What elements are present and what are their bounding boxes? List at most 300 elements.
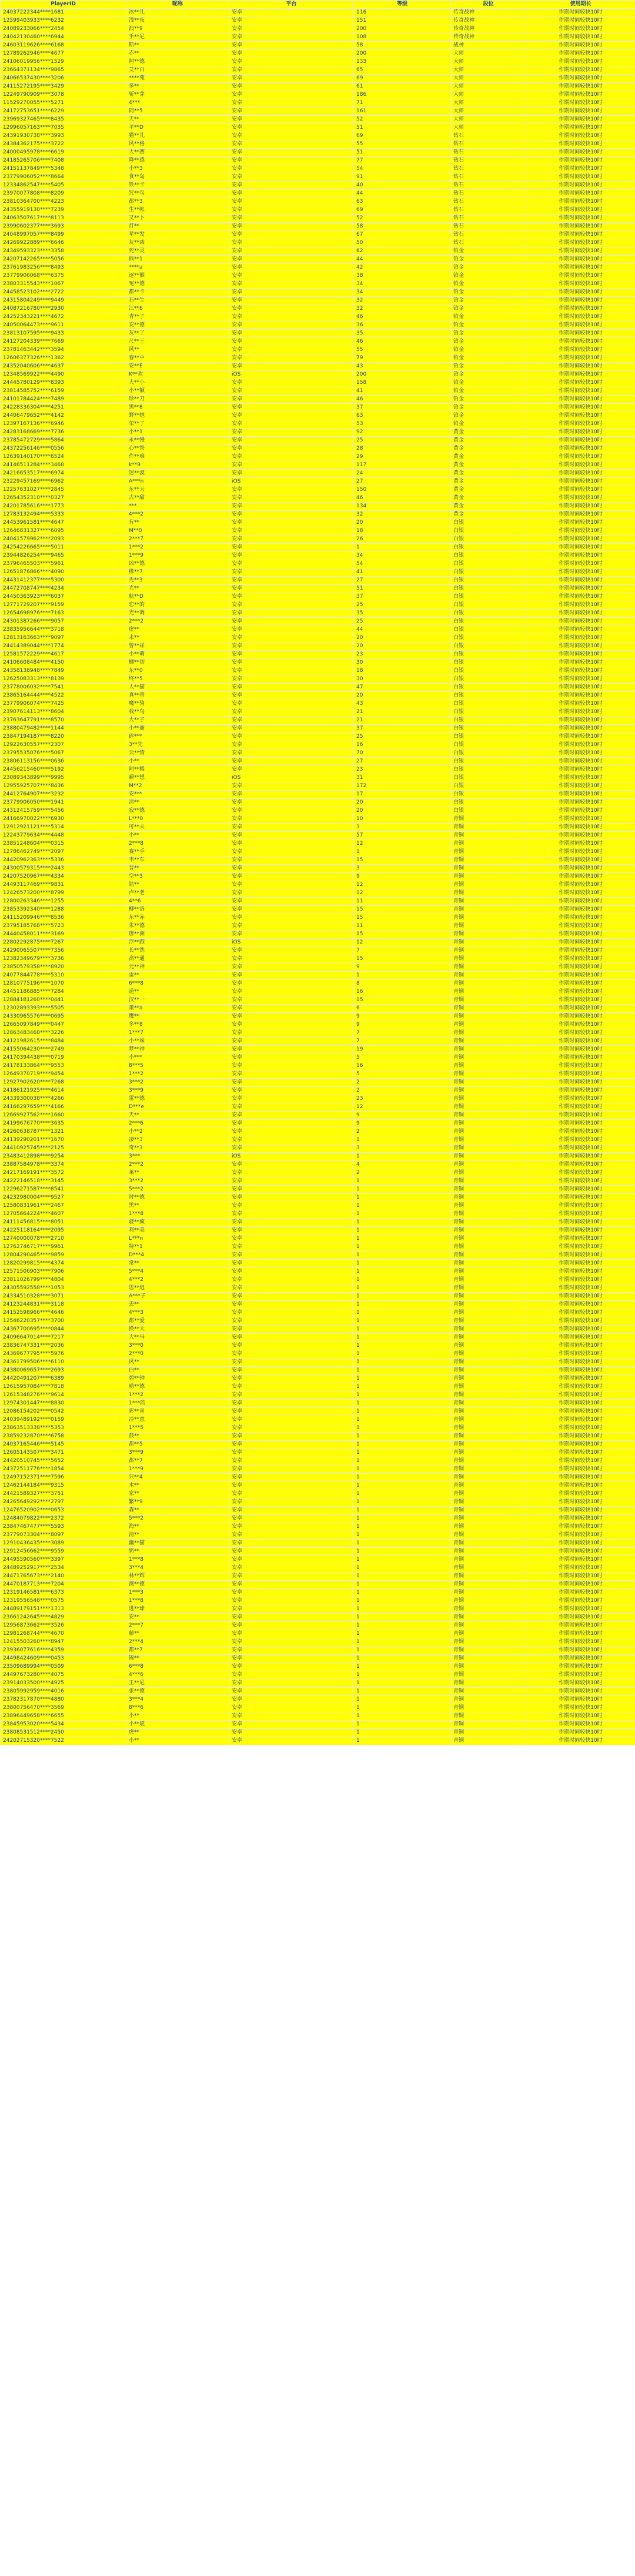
cell-level: 27 (354, 758, 451, 766)
cell-player-id: 24406479652****4142 (1, 412, 126, 420)
cell-platform: 安卓 (229, 1095, 354, 1103)
cell-time: 作期时间较快10时 (526, 1054, 635, 1062)
cell-player-id: 12646831327****6095 (1, 527, 126, 536)
cell-level: 63 (354, 412, 451, 420)
cell-nickname: 崂**德 (126, 1383, 229, 1391)
cell-time: 作期时间较快10时 (526, 1145, 635, 1153)
cell-platform: 安卓 (229, 1103, 354, 1112)
cell-rank: 青铜 (451, 1540, 526, 1548)
cell-time: 作期时间较快10时 (526, 1359, 635, 1367)
cell-level: 79 (354, 354, 451, 363)
cell-platform: 安卓 (229, 955, 354, 964)
cell-rank: 白银 (451, 774, 526, 782)
cell-platform: 安卓 (229, 791, 354, 799)
cell-time: 作期时间较快10时 (526, 437, 635, 445)
cell-nickname: 手**尼 (126, 34, 229, 42)
cell-platform: 安卓 (229, 857, 354, 865)
cell-platform: 安卓 (229, 50, 354, 58)
cell-platform: iOS (229, 478, 354, 486)
cell-platform: 安卓 (229, 34, 354, 42)
cell-time: 作期时间较快10时 (526, 494, 635, 503)
cell-rank: 青铜 (451, 1556, 526, 1564)
table-row (1, 955, 635, 964)
cell-player-id: 24472708747****4234 (1, 585, 126, 593)
table-row (1, 1564, 635, 1573)
cell-platform: 安卓 (229, 1293, 354, 1301)
cell-platform: 安卓 (229, 1408, 354, 1416)
cell-time: 作期时间较快10时 (526, 1548, 635, 1556)
cell-level: 1 (354, 1136, 451, 1145)
cell-player-id: 23778006032****7541 (1, 684, 126, 692)
table-row (1, 223, 635, 231)
cell-platform: 安卓 (229, 1466, 354, 1474)
cell-nickname: 3**先 (126, 741, 229, 750)
cell-platform: 安卓 (229, 914, 354, 922)
cell-player-id: 12651876866****4090 (1, 568, 126, 577)
cell-level: 1 (354, 1449, 451, 1457)
cell-platform: 安卓 (229, 1589, 354, 1597)
table-row (1, 1441, 635, 1449)
cell-player-id: 24456215460****5192 (1, 766, 126, 774)
cell-player-id: 24254226665****5011 (1, 544, 126, 552)
table-row (1, 1630, 635, 1638)
cell-level: 20 (354, 643, 451, 651)
cell-level: 1 (354, 1663, 451, 1671)
cell-platform: 安卓 (229, 1367, 354, 1375)
cell-platform: 安卓 (229, 206, 354, 215)
table-row (1, 815, 635, 824)
cell-player-id: 24106608484****4150 (1, 659, 126, 667)
cell-platform: 安卓 (229, 1120, 354, 1128)
cell-platform: iOS (229, 1153, 354, 1161)
cell-level: 19 (354, 1046, 451, 1054)
cell-nickname: 2***7 (126, 1622, 229, 1630)
cell-nickname: 5***2 (126, 1186, 229, 1194)
cell-time: 作期时间较快10时 (526, 988, 635, 996)
cell-time: 作期时间较快10时 (526, 83, 635, 91)
cell-time: 作期时间较快10时 (526, 9, 635, 17)
cell-platform: 安卓 (229, 1647, 354, 1655)
cell-player-id: 12615348276****9614 (1, 1391, 126, 1400)
cell-player-id: 12606377326****1362 (1, 354, 126, 363)
cell-rank: 钻石 (451, 140, 526, 149)
table-row (1, 1112, 635, 1120)
cell-platform: 安卓 (229, 1268, 354, 1276)
cell-nickname: 大**子 (126, 717, 229, 725)
cell-nickname: 小**1 (126, 429, 229, 437)
table-row (1, 766, 635, 774)
cell-platform: 安卓 (229, 708, 354, 717)
cell-rank: 白银 (451, 643, 526, 651)
cell-platform: 安卓 (229, 264, 354, 272)
table-row (1, 9, 635, 17)
table-row (1, 1021, 635, 1029)
cell-platform: 安卓 (229, 980, 354, 988)
cell-rank: 钻石 (451, 223, 526, 231)
cell-player-id: 23836747331****2036 (1, 1342, 126, 1350)
cell-nickname: 浮**跑 (126, 939, 229, 947)
cell-time: 作期时间较快10时 (526, 1507, 635, 1515)
cell-time: 作期时间较快10时 (526, 939, 635, 947)
table-row (1, 840, 635, 848)
cell-time: 作期时间较快10时 (526, 519, 635, 527)
cell-player-id: 24101784424****7489 (1, 396, 126, 404)
cell-time: 作期时间较快10时 (526, 1556, 635, 1564)
cell-platform: 安卓 (229, 1079, 354, 1087)
cell-player-id: 24216653517****6974 (1, 470, 126, 478)
table-row (1, 1219, 635, 1227)
table-row (1, 750, 635, 758)
cell-time: 作期时间较快10时 (526, 684, 635, 692)
cell-rank: 白银 (451, 684, 526, 692)
cell-player-id: 12415503260****8947 (1, 1638, 126, 1647)
cell-platform: 安卓 (229, 42, 354, 50)
table-row (1, 1136, 635, 1145)
cell-nickname: 2***8 (126, 840, 229, 848)
cell-level: 3 (354, 1145, 451, 1153)
table-row (1, 1095, 635, 1103)
cell-time: 作期时间较快10时 (526, 865, 635, 873)
table-row (1, 1548, 635, 1556)
cell-rank: 青铜 (451, 1243, 526, 1252)
cell-platform: iOS (229, 774, 354, 782)
cell-level: 51 (354, 124, 451, 132)
cell-level: 26 (354, 536, 451, 544)
cell-time: 作期时间较快10时 (526, 330, 635, 338)
cell-platform: 安卓 (229, 338, 354, 346)
cell-rank: 青铜 (451, 1268, 526, 1276)
table-row (1, 297, 635, 305)
cell-time: 作期时间较快10时 (526, 297, 635, 305)
table-row (1, 931, 635, 939)
cell-platform: 安卓 (229, 750, 354, 758)
cell-rank: 铂金 (451, 280, 526, 289)
cell-rank: 青铜 (451, 1408, 526, 1416)
cell-nickname: 咒**鸟 (126, 190, 229, 198)
cell-player-id: 24312415759****5456 (1, 807, 126, 815)
cell-level: 20 (354, 799, 451, 807)
cell-level: 1 (354, 1704, 451, 1712)
cell-player-id: 24489179151****1313 (1, 1605, 126, 1614)
cell-nickname: 光** (126, 585, 229, 593)
table-row (1, 1671, 635, 1680)
cell-player-id: 24367700695****0844 (1, 1326, 126, 1334)
table-row (1, 387, 635, 396)
cell-time: 作期时间较快10时 (526, 1704, 635, 1712)
cell-platform: 安卓 (229, 659, 354, 667)
cell-player-id: 24493117469****9831 (1, 881, 126, 889)
cell-rank: 青铜 (451, 1671, 526, 1680)
cell-player-id: 24111456815****8051 (1, 1219, 126, 1227)
cell-rank: 白银 (451, 692, 526, 700)
cell-player-id: 24037222344****1681 (1, 9, 126, 17)
cell-nickname: 铁**卡 (126, 182, 229, 190)
cell-nickname: 石**生 (126, 297, 229, 305)
cell-platform: 安卓 (229, 1515, 354, 1523)
cell-rank: 传奇战神 (451, 34, 526, 42)
cell-nickname: 同**5 (126, 108, 229, 116)
cell-nickname: 青**子 (126, 313, 229, 322)
cell-rank: 黄金 (451, 494, 526, 503)
table-row (1, 1079, 635, 1087)
cell-platform: 安卓 (229, 964, 354, 972)
cell-time: 作期时间较快10时 (526, 1342, 635, 1350)
cell-player-id: 12382349679****3736 (1, 955, 126, 964)
cell-nickname: 3***4 (126, 1564, 229, 1573)
cell-level: 15 (354, 914, 451, 922)
cell-rank: 大师 (451, 83, 526, 91)
cell-platform: 安卓 (229, 1531, 354, 1540)
table-body (1, 9, 635, 1745)
cell-platform: 安卓 (229, 1680, 354, 1688)
cell-player-id: 12605143507****3471 (1, 1449, 126, 1457)
cell-level: 1 (354, 1721, 451, 1729)
cell-player-id: 24498424609****0453 (1, 1655, 126, 1663)
table-row (1, 1005, 635, 1013)
cell-player-id: 24380069657****2693 (1, 1367, 126, 1375)
cell-platform: 安卓 (229, 544, 354, 552)
cell-nickname: 木** (126, 1482, 229, 1490)
cell-nickname: 冷**意 (126, 1416, 229, 1424)
cell-nickname: A***子 (126, 1293, 229, 1301)
table-row (1, 527, 635, 536)
cell-level: 25 (354, 437, 451, 445)
cell-time: 作期时间较快10时 (526, 733, 635, 741)
cell-player-id: 24186121925****4614 (1, 1087, 126, 1095)
cell-player-id: 23795185768****5723 (1, 922, 126, 931)
cell-level: 36 (354, 322, 451, 330)
table-row (1, 1688, 635, 1696)
cell-platform: 安卓 (229, 1655, 354, 1663)
cell-rank: 白银 (451, 717, 526, 725)
cell-nickname: 柳**洛 (126, 906, 229, 914)
cell-time: 作期时间较快10时 (526, 124, 635, 132)
cell-player-id: 24155064230****2749 (1, 1046, 126, 1054)
cell-platform: 安卓 (229, 560, 354, 568)
table-row (1, 1103, 635, 1112)
cell-time: 作期时间较快10时 (526, 1605, 635, 1614)
cell-time: 作期时间较快10时 (526, 799, 635, 807)
cell-player-id: 24372256146****0556 (1, 445, 126, 453)
table-row (1, 165, 635, 173)
table-row (1, 91, 635, 99)
table-row (1, 544, 635, 552)
table-row (1, 1194, 635, 1202)
cell-time: 作期时间较快10时 (526, 478, 635, 486)
cell-player-id: 23814585752****6159 (1, 387, 126, 396)
cell-time: 作期时间较快10时 (526, 1597, 635, 1605)
cell-time: 作期时间较快10时 (526, 758, 635, 766)
cell-level: 1 (354, 1252, 451, 1260)
cell-player-id: 24178133864****9553 (1, 1062, 126, 1070)
cell-player-id: 12599403933****6232 (1, 17, 126, 25)
cell-rank: 白银 (451, 725, 526, 733)
cell-player-id: 12955925707****8436 (1, 782, 126, 791)
cell-level: 50 (354, 239, 451, 247)
cell-nickname: 梦**神 (126, 1046, 229, 1054)
table-row (1, 182, 635, 190)
cell-time: 作期时间较快10时 (526, 42, 635, 50)
table-row (1, 568, 635, 577)
cell-platform: 安卓 (229, 83, 354, 91)
cell-rank: 白银 (451, 659, 526, 667)
cell-platform: 安卓 (229, 1663, 354, 1671)
cell-player-id: 12910436435****3089 (1, 1540, 126, 1548)
cell-time: 作期时间较快10时 (526, 149, 635, 157)
cell-platform: 安卓 (229, 1136, 354, 1145)
cell-nickname: 橡**7 (126, 568, 229, 577)
cell-level: 43 (354, 363, 451, 371)
cell-time: 作期时间较快10时 (526, 1005, 635, 1013)
cell-platform: 安卓 (229, 108, 354, 116)
cell-nickname: 海** (126, 1523, 229, 1531)
cell-nickname: 灯** (126, 223, 229, 231)
cell-rank: 青铜 (451, 1564, 526, 1573)
cell-time: 作期时间较快10时 (526, 1416, 635, 1424)
cell-nickname: 高**通 (126, 955, 229, 964)
cell-player-id: 24000495978****6619 (1, 149, 126, 157)
cell-rank: 铂金 (451, 346, 526, 354)
cell-nickname: M**2 (126, 782, 229, 791)
cell-platform: 安卓 (229, 124, 354, 132)
cell-nickname: ****苑 (126, 75, 229, 83)
cell-time: 作期时间较快10时 (526, 354, 635, 363)
cell-platform: 安卓 (229, 470, 354, 478)
cell-platform: 安卓 (229, 1597, 354, 1605)
table-row (1, 50, 635, 58)
cell-nickname: K**欢 (126, 371, 229, 379)
cell-rank: 青铜 (451, 1252, 526, 1260)
cell-nickname: 先**3 (126, 577, 229, 585)
cell-nickname: 荣**了 (126, 420, 229, 429)
cell-time: 作期时间较快10时 (526, 1688, 635, 1696)
cell-nickname: 奶** (126, 1548, 229, 1556)
cell-nickname: 森** (126, 1507, 229, 1515)
cell-time: 作期时间较快10时 (526, 708, 635, 717)
table-row (1, 832, 635, 840)
cell-level: 1 (354, 1210, 451, 1219)
cell-rank: 青铜 (451, 832, 526, 840)
table-row (1, 231, 635, 239)
cell-level: 200 (354, 25, 451, 34)
cell-level: 1 (354, 1416, 451, 1424)
cell-player-id: 12243779634****4448 (1, 832, 126, 840)
cell-nickname: 碎*** (126, 733, 229, 741)
cell-platform: 安卓 (229, 1317, 354, 1326)
cell-time: 作期时间较快10时 (526, 280, 635, 289)
cell-level: 58 (354, 42, 451, 50)
cell-rank: 青铜 (451, 889, 526, 898)
table-row (1, 1712, 635, 1721)
cell-rank: 青铜 (451, 1202, 526, 1210)
cell-player-id: 12786462749****2097 (1, 848, 126, 857)
cell-player-id: 24225118164****2095 (1, 1227, 126, 1235)
cell-level: 11 (354, 898, 451, 906)
cell-rank: 铂金 (451, 322, 526, 330)
cell-level: 37 (354, 593, 451, 601)
cell-rank: 青铜 (451, 1013, 526, 1021)
cell-level: 9 (354, 1112, 451, 1120)
cell-nickname: 丢** (126, 1301, 229, 1309)
cell-nickname: 碧**钟 (126, 1375, 229, 1383)
cell-nickname: 赤** (126, 50, 229, 58)
cell-player-id: 24048997057****8499 (1, 231, 126, 239)
cell-nickname: 1***2 (126, 1391, 229, 1400)
cell-time: 作期时间较快10时 (526, 1112, 635, 1120)
cell-nickname: 航**D (126, 593, 229, 601)
cell-time: 作期时间较快10时 (526, 692, 635, 700)
cell-platform: 安卓 (229, 1441, 354, 1449)
cell-nickname: 平**D (126, 124, 229, 132)
cell-player-id: 24127204339****7669 (1, 338, 126, 346)
cell-platform: 安卓 (229, 1112, 354, 1120)
cell-nickname: 道** (126, 988, 229, 996)
cell-nickname: 东**赤 (126, 914, 229, 922)
cell-rank: 青铜 (451, 824, 526, 832)
cell-platform: 安卓 (229, 1449, 354, 1457)
cell-time: 作期时间较快10时 (526, 560, 635, 568)
cell-time: 作期时间较快10时 (526, 651, 635, 659)
cell-platform: 安卓 (229, 1276, 354, 1284)
header-nickname: 昵称 (126, 1, 229, 9)
cell-rank: 传奇战神 (451, 25, 526, 34)
cell-level: 12 (354, 889, 451, 898)
table-row (1, 1087, 635, 1095)
cell-nickname: 2***0 (126, 1350, 229, 1359)
cell-nickname: 3***0 (126, 1342, 229, 1350)
cell-time: 作期时间较快10时 (526, 931, 635, 939)
cell-time: 作期时间较快10时 (526, 1038, 635, 1046)
cell-player-id: 24260638787****1321 (1, 1128, 126, 1136)
cell-platform: 安卓 (229, 758, 354, 766)
cell-level: 1 (354, 1482, 451, 1490)
cell-level: 1 (354, 1655, 451, 1663)
cell-level: 10 (354, 815, 451, 824)
cell-level: 37 (354, 404, 451, 412)
cell-nickname: 8***5 (126, 1062, 229, 1070)
cell-level: 18 (354, 527, 451, 536)
cell-rank: 青铜 (451, 1079, 526, 1087)
cell-level: 200 (354, 50, 451, 58)
cell-platform: 安卓 (229, 1564, 354, 1573)
cell-nickname: 2***7 (126, 536, 229, 544)
cell-rank: 大师 (451, 108, 526, 116)
table-row (1, 1663, 635, 1671)
table-row (1, 108, 635, 116)
table-row (1, 198, 635, 206)
cell-level: 38 (354, 272, 451, 280)
cell-platform: 安卓 (229, 643, 354, 651)
cell-time: 作期时间较快10时 (526, 832, 635, 840)
cell-level: 1 (354, 1474, 451, 1482)
cell-platform: 安卓 (229, 297, 354, 305)
cell-nickname: 降**感 (126, 157, 229, 165)
cell-platform: 安卓 (229, 889, 354, 898)
cell-time: 作期时间较快10时 (526, 1276, 635, 1284)
cell-platform: 安卓 (229, 330, 354, 338)
cell-player-id: 12762746717****9961 (1, 1243, 126, 1252)
table-row (1, 1276, 635, 1284)
cell-platform: 安卓 (229, 1194, 354, 1202)
cell-nickname: 张**德 (126, 1688, 229, 1696)
cell-rank: 青铜 (451, 1194, 526, 1202)
cell-nickname: 小**丽 (126, 725, 229, 733)
cell-time: 作期时间较快10时 (526, 231, 635, 239)
cell-nickname: 迷**漠 (126, 470, 229, 478)
cell-player-id: 12086154202****0542 (1, 1408, 126, 1416)
cell-player-id: 24232980004****9527 (1, 1194, 126, 1202)
cell-platform: 安卓 (229, 1474, 354, 1482)
